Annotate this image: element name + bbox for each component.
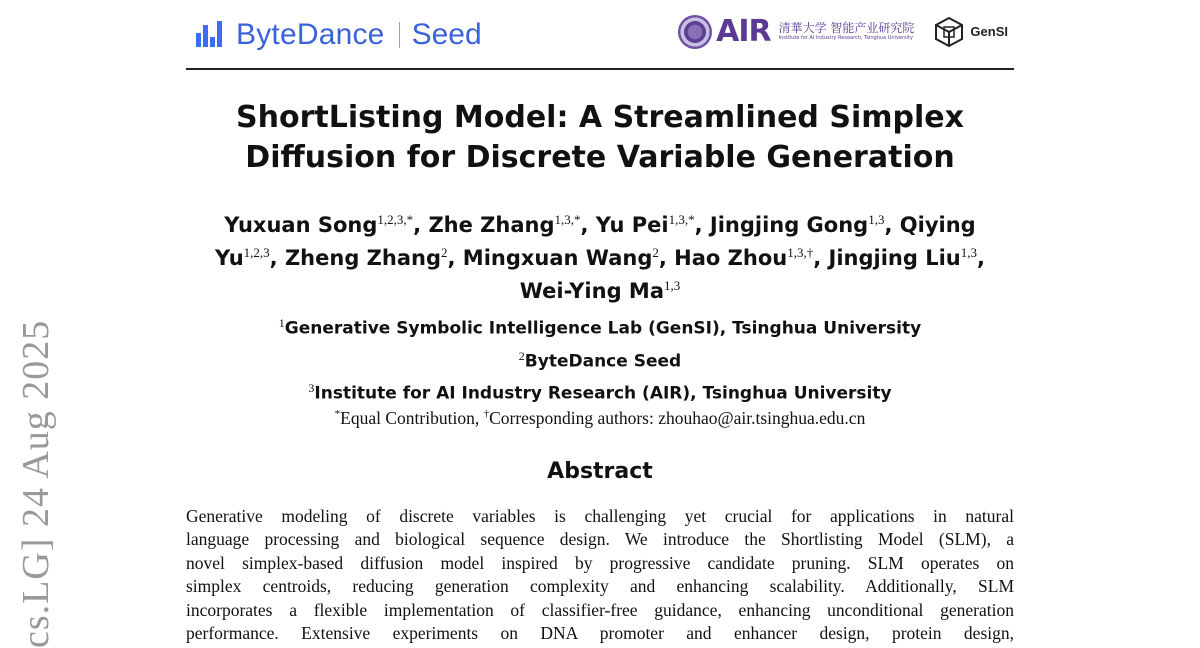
gensi-logo [932, 15, 1008, 49]
paper-title [186, 98, 1014, 178]
author-name: Wei-Ying Ma [519, 279, 664, 303]
header-logos [186, 8, 1014, 60]
author-name: Hao Zhou [674, 246, 788, 270]
author-affil-marks: 1,3 [960, 245, 977, 260]
tsinghua-en-label: Institute for AI Industry Research, Tsinghua University [778, 35, 913, 41]
bytedance-wordmark: ByteDance [236, 18, 385, 51]
author-affil-marks: 1,2,3 [243, 245, 270, 260]
equal-mark: * [334, 408, 341, 421]
gensi-wordmark: GenSI [970, 24, 1008, 39]
affiliation-number: 2 [518, 348, 525, 363]
gensi-cube-icon [932, 15, 966, 49]
author-name: Qiying Yu [215, 213, 976, 270]
abstract-line: performance. Extensive experiments on DNA promoter and enhancer design, protein design, [186, 623, 1014, 644]
abstract-heading: Abstract [547, 459, 653, 484]
author-name: Jingjing Liu [828, 246, 961, 270]
author-name: Yuxuan Song [224, 213, 378, 237]
affiliation-text: Institute for AI Industry Research (AIR), Tsinghua University [314, 383, 892, 404]
author-affil-marks: 2 [652, 245, 659, 260]
abstract-line: incorporates a flexible implementation of classifier-free guidance, enhancing unconditional generation [186, 599, 1014, 620]
seed-wordmark: Seed [411, 18, 482, 51]
title-line: ShortListing Model: A Streamlined Simplex [236, 100, 964, 135]
abstract-line: novel simplex-based diffusion model inspired by progressive candidate pruning. SLM operates on [186, 552, 1014, 573]
author-affil-marks: 2 [441, 245, 448, 260]
author-affil-marks: 1,3,† [787, 245, 814, 260]
abstract-line: language processing and biological sequence design. We introduce the Shortlisting Model (SLM), a [186, 529, 1014, 550]
tsinghua-seal-icon [678, 15, 712, 49]
affiliation-number: 3 [308, 381, 315, 396]
author-list: Yuxuan Song$^{1,2,3,*}$, Zhe Zhang$^{1,3,*}$, Yu Pei$^{1,3,*}$, Jingjing Gong$^{1,3}$, Qiying Yu$^{1,2,3}$, Zheng Zhang$^2$, Mingxuan Wang$^2$, Hao Zhou$^{1,3,\dagger}$, Jingjing Liu$^{1,3}$, Wei-Ying Ma$^{1,3}$ [215, 212, 985, 303]
corresponding-mark: † [483, 408, 490, 421]
affiliation-list [186, 310, 1014, 408]
abstract-line: simplex centroids, reducing generation complexity and enhancing scalability. Additionally, SLM [186, 576, 1014, 597]
affiliation-text: ByteDance Seed [524, 351, 682, 372]
tsinghua-cn-label: 清華大学 智能产业研究院 [778, 21, 915, 35]
bytedance-seed-logo [196, 18, 482, 52]
affiliation [186, 310, 1014, 343]
arxiv-stamp: cs.LG] 24 Aug 2025 [15, 319, 57, 648]
author-name: Zheng Zhang [284, 246, 441, 270]
title-line: Diffusion for Discrete Variable Generation [245, 140, 955, 175]
author-affil-marks: 1,3,* [554, 212, 581, 227]
author-name: Yu Pei [595, 213, 669, 237]
affiliation [186, 343, 1014, 376]
author-name: Mingxuan Wang [462, 246, 653, 270]
abstract-line: Generative modeling of discrete variables is challenging yet crucial for applications in natural [186, 506, 1014, 526]
affiliation-text: Generative Symbolic Intelligence Lab (GenSI), Tsinghua University [284, 318, 922, 339]
affiliation-number: 1 [278, 316, 285, 330]
author-name: Jingjing Gong [709, 213, 869, 237]
air-wordmark: AIR [716, 14, 771, 49]
author-affil-marks: 1,3 [868, 212, 885, 227]
author-affil-marks: 1,3,* [668, 212, 695, 227]
logo-divider [399, 22, 400, 48]
tsinghua-air-label [779, 21, 915, 42]
partner-logos [678, 14, 1008, 49]
contribution-note [186, 408, 1014, 429]
author-affil-marks: 1,2,3,* [377, 212, 414, 227]
corresponding-authors-text: Corresponding authors: zhouhao@air.tsinghua.edu.cn [489, 408, 866, 428]
equal-contribution-text: Equal Contribution, [340, 408, 484, 428]
author-affil-marks: 1,3 [664, 278, 681, 293]
author-name: Zhe Zhang [428, 213, 555, 237]
affiliation [186, 375, 1014, 408]
abstract-body [186, 505, 1014, 645]
header-rule [186, 68, 1014, 70]
bytedance-bars-icon [196, 21, 226, 49]
